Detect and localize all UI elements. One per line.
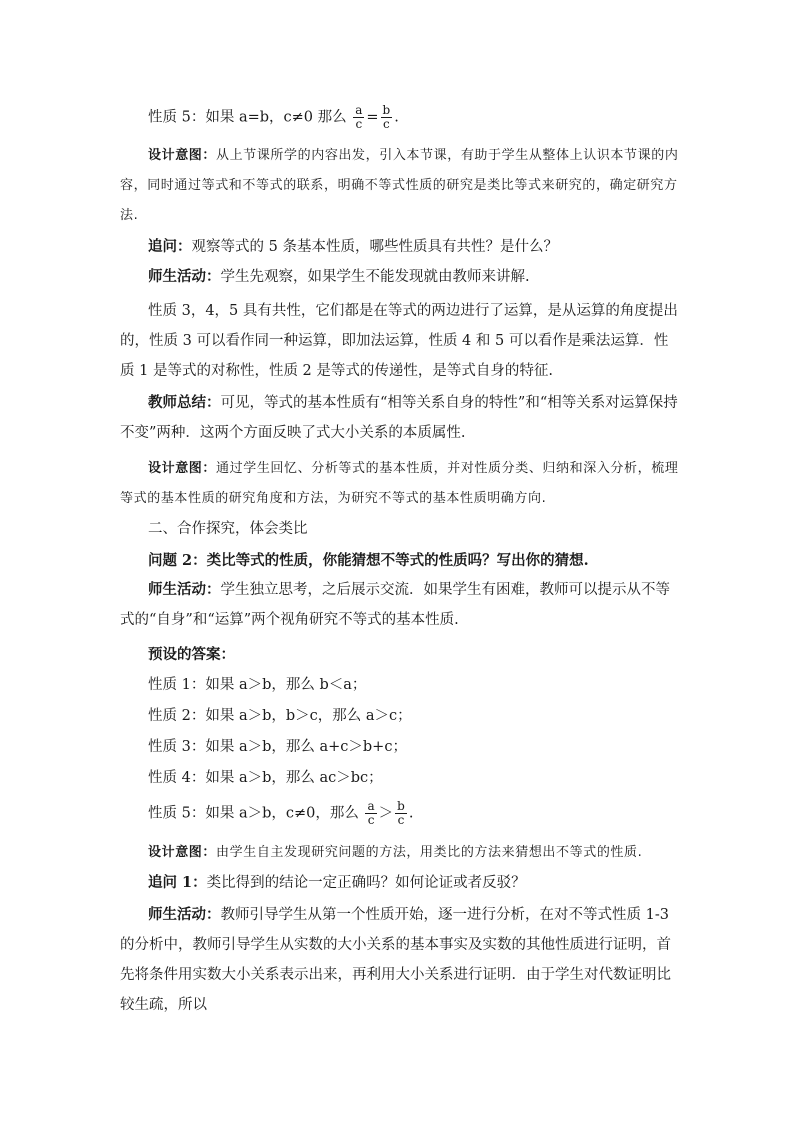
design-intent-1: [120, 141, 680, 231]
inequality-property-4: 性质 4：如果 a＞b，那么 ac＞bc；: [148, 770, 383, 786]
followup-question: [120, 236, 708, 258]
teacher-student-activity-1: [120, 266, 708, 288]
inequality-property-5-text: 性质 5：如果 a＞b，c≠0，那么: [148, 805, 359, 822]
inequality-property-5: [120, 800, 708, 827]
eq-property-5: [120, 104, 708, 131]
eq-property-5-text: 性质 5：如果 a=b，c≠0 那么: [148, 109, 347, 126]
activity-label: 师生活动：: [148, 581, 221, 598]
teacher-student-activity-3: [120, 900, 680, 1020]
numerator: b: [382, 103, 391, 117]
teacher-summary-label: 教师总结：: [148, 394, 221, 411]
section-heading: 二、合作探究，体会类比: [148, 521, 308, 537]
design-intent-2: [120, 454, 680, 514]
equals-sign: =: [366, 109, 379, 126]
followup-text: 类比得到的结论一定正确吗？如何论证或者反驳？: [206, 875, 526, 891]
design-intent-label: 设计意图：: [148, 148, 217, 163]
teacher-summary-text: 可见，等式的基本性质有“相等关系自身的特性”和“相等关系对运算保持不变”两种．这两个方面反映了式大小关系的本质属性.: [120, 395, 678, 441]
greater-than-sign: ＞: [378, 805, 394, 822]
design-intent-label: 设计意图：: [148, 461, 217, 476]
followup-label: 追问 1：: [148, 874, 207, 891]
denominator: c: [383, 117, 390, 131]
fraction-a-over-c: [365, 800, 376, 827]
properties-345-paragraph: 性质 3，4，5 具有共性，它们都是在等式的两边进行了运算，是从运算的角度提出的，性质 3 可以看作同一种运算，即加法运算，性质 4 和 5 可以看作是乘法运算．性质 1 是等式的对称性，性质 2 是等式的传递性，是等式自身的特征.: [120, 303, 678, 379]
preset-answer-title: 预设的答案：: [148, 646, 235, 663]
inequality-property-3: 性质 3：如果 a＞b，那么 a+c＞b+c；: [148, 739, 407, 755]
design-intent-text: 从上节课所学的内容出发，引入本节课，有助于学生从整体上认识本节课的内容，同时通过等式和不等式的联系，明确不等式性质的研究是类比等式来研究的，确定研究方法.: [120, 148, 679, 223]
fraction-b-over-c: [381, 104, 393, 131]
followup-text: 观察等式的 5 条基本性质，哪些性质具有共性？是什么？: [191, 239, 558, 255]
fraction-a-over-c: [353, 104, 364, 131]
followup-label: 追问：: [148, 238, 192, 255]
fraction-b-over-c: [395, 800, 407, 827]
design-intent-3: [120, 842, 708, 863]
followup-question-1: [120, 872, 708, 894]
design-intent-text: 通过学生回忆、分析等式的基本性质，并对性质分类、归纳和深入分析，梳理等式的基本性质的研究角度和方法，为研究不等式的基本性质明确方向.: [120, 461, 679, 506]
design-intent-text: 由学生自主发现研究问题的方法，用类比的方法来猜想出不等式的性质.: [216, 845, 643, 860]
activity-label: 师生活动：: [148, 268, 221, 285]
design-intent-label: 设计意图：: [148, 845, 217, 860]
period: .: [408, 805, 414, 822]
period: .: [394, 109, 399, 126]
activity-text: 教师引导学生从第一个性质开始，逐一进行分析，在对不等式性质 1-3 的分析中，教师引导学生从实数的大小关系的基本事实及实数的其他性质进行证明，首先将条件用实数大小关系表示出来，再利用大小关系进行证明．由于学生对代数证明比较生疏，所以: [120, 907, 671, 1013]
denominator: c: [397, 813, 405, 827]
denominator: c: [367, 813, 375, 827]
question-2: 问题 2：类比等式的性质，你能猜想不等式的性质吗？写出你的猜想.: [148, 552, 589, 569]
numerator: b: [397, 799, 405, 813]
activity-text: 学生先观察，如果学生不能发现就由教师来讲解.: [220, 269, 530, 285]
numerator: a: [355, 103, 363, 117]
teacher-student-activity-2: [120, 575, 680, 635]
teacher-summary: [120, 388, 680, 448]
numerator: a: [367, 799, 375, 813]
inequality-property-1: 性质 1：如果 a＞b，那么 b＜a；: [148, 677, 367, 693]
inequality-property-2: 性质 2：如果 a＞b，b＞c，那么 a＞c；: [148, 708, 412, 724]
denominator: c: [355, 117, 363, 131]
activity-label: 师生活动：: [148, 906, 221, 923]
activity-text: 学生独立思考，之后展示交流．如果学生有困难，教师可以提示从不等式的“自身”和“运算”两个视角研究不等式的基本性质.: [120, 582, 670, 628]
